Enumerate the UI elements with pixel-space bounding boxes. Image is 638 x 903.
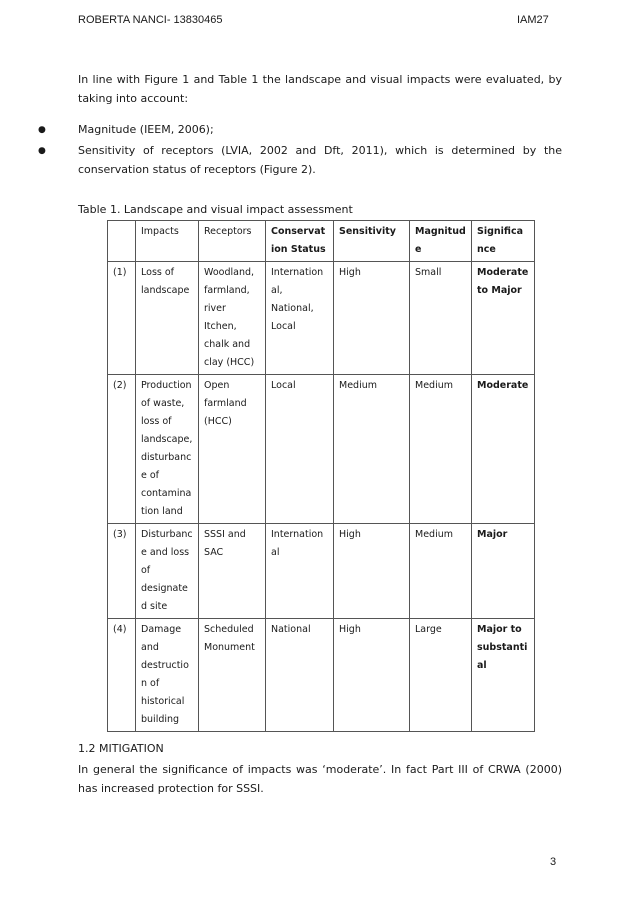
intro-paragraph: In line with Figure 1 and Table 1 the landscape and visual impacts were evaluated, by taking into account: [78, 73, 562, 105]
table-cell: High [334, 619, 410, 732]
table-cell: (3) [108, 524, 136, 619]
bullet-sensitivity: Sensitivity of receptors (LVIA, 2002 and Dft, 2011), which is determined by the conservation status of receptors (Figure 2). [78, 144, 562, 176]
table-cell: International, National, Local [266, 262, 334, 375]
table-cell: Major to substantial [472, 619, 535, 732]
table-row [108, 262, 535, 375]
table-cell: Disturbance and loss of designated site [136, 524, 199, 619]
table-cell: High [334, 524, 410, 619]
bullet-icon: ● [38, 125, 46, 135]
table-header-cell: Receptors [199, 221, 266, 262]
table-cell: Medium [334, 375, 410, 524]
table-cell: Moderate [472, 375, 535, 524]
table-cell: (1) [108, 262, 136, 375]
table-cell: Medium [410, 524, 472, 619]
table-cell: Damage and destruction of historical building [136, 619, 199, 732]
table-header-row [108, 221, 535, 262]
section-title: 1.2 MITIGATION [78, 742, 164, 755]
table-cell: Woodland, farmland, river Itchen, chalk and clay (HCC) [199, 262, 266, 375]
table-cell: National [266, 619, 334, 732]
bullet-magnitude: Magnitude (IEEM, 2006); [78, 123, 214, 136]
table-cell: Scheduled Monument [199, 619, 266, 732]
table-header-cell [108, 221, 136, 262]
table-cell: Open farmland (HCC) [199, 375, 266, 524]
table-cell: (4) [108, 619, 136, 732]
table-row [108, 619, 535, 732]
table-header-cell: Magnitude [410, 221, 472, 262]
table-row [108, 524, 535, 619]
header-author: ROBERTA NANCI- 13830465 [78, 14, 223, 26]
header-module: IAM27 [517, 14, 549, 26]
table-cell: Large [410, 619, 472, 732]
table-cell: SSSI and SAC [199, 524, 266, 619]
table-header-cell: Conservation Status [266, 221, 334, 262]
table-header-cell: Significance [472, 221, 535, 262]
table-cell: Medium [410, 375, 472, 524]
page-number: 3 [550, 856, 557, 868]
table-cell: Loss of landscape [136, 262, 199, 375]
bullet-icon: ● [38, 146, 46, 156]
table-cell: High [334, 262, 410, 375]
table-cell: Production of waste, loss of landscape, disturbance of contamination land [136, 375, 199, 524]
table-header-cell: Impacts [136, 221, 199, 262]
table-cell: Small [410, 262, 472, 375]
mitigation-paragraph: In general the significance of impacts was ‘moderate’. In fact Part III of CRWA (2000) has increased protection for SSSI. [78, 763, 562, 795]
table-cell: Local [266, 375, 334, 524]
table-cell: Major [472, 524, 535, 619]
table-row [108, 375, 535, 524]
table-header-cell: Sensitivity [334, 221, 410, 262]
impact-assessment-table [107, 220, 535, 732]
table-cell: International [266, 524, 334, 619]
table-caption: Table 1. Landscape and visual impact assessment [78, 203, 353, 216]
table-cell: (2) [108, 375, 136, 524]
table-cell: Moderate to Major [472, 262, 535, 375]
